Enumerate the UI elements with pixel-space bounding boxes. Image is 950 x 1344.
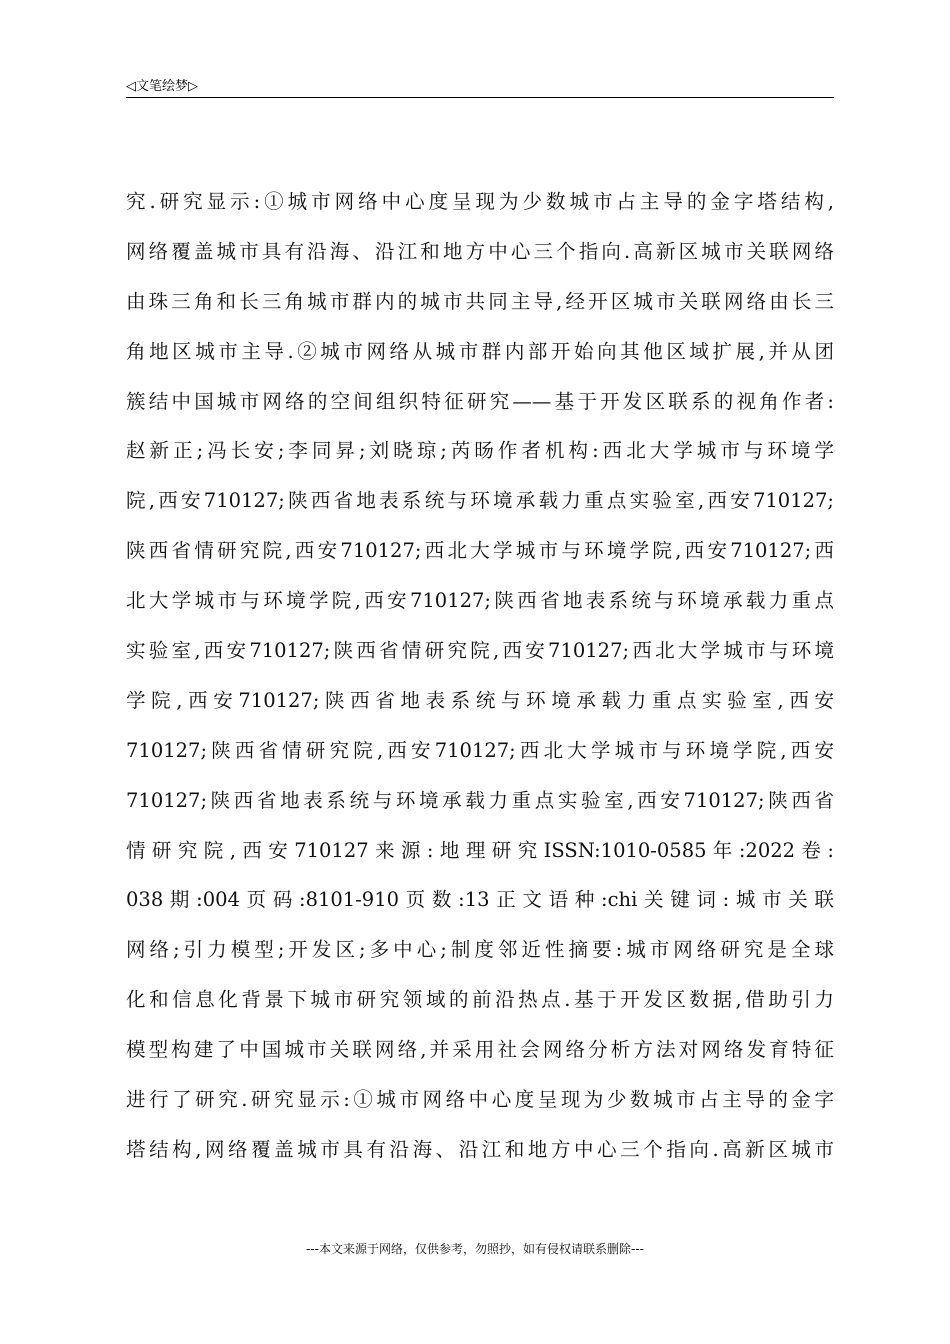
text-line: 由珠三角和长三角城市群内的城市共同主导,经开区城市关联网络由长三 — [126, 289, 834, 313]
text-line: 化和信息化背景下城市研究领域的前沿热点.基于开发区数据,借助引力 — [126, 988, 834, 1012]
text-line: 710127;陕西省情研究院,西安710127;西北大学城市与环境学院,西安 — [126, 738, 834, 762]
text-line: 院,西安710127;陕西省地表系统与环境承载力重点实验室,西安710127; — [126, 489, 834, 513]
text-line: 038期:004页码:8101-910页数:13正文语种:chi关键词:城市关联 — [126, 888, 834, 912]
text-line: 塔结构,网络覆盖城市具有沿海、沿江和地方中心三个指向.高新区城市 — [126, 1137, 834, 1161]
text-line: 簇结中国城市网络的空间组织特征研究——基于开发区联系的视角作者: — [126, 389, 834, 413]
text-line: 学院,西安710127;陕西省地表系统与环境承载力重点实验室,西安 — [126, 688, 834, 712]
body-text — [126, 177, 834, 1175]
text-line: 进行了研究.研究显示:①城市网络中心度呈现为少数城市占主导的金字 — [126, 1088, 834, 1112]
text-line: 赵新正;冯长安;李同昇;刘晓琼;芮旸作者机构:西北大学城市与环境学 — [126, 439, 834, 463]
text-line: 710127;陕西省地表系统与环境承载力重点实验室,西安710127;陕西省 — [126, 788, 834, 812]
text-line: 陕西省情研究院,西安710127;西北大学城市与环境学院,西安710127;西 — [126, 539, 834, 563]
text-line: 实验室,西安710127;陕西省情研究院,西安710127;西北大学城市与环境 — [126, 639, 834, 663]
text-line: 模型构建了中国城市关联网络,并采用社会网络分析方法对网络发育特征 — [126, 1038, 834, 1062]
text-line: 网络覆盖城市具有沿海、沿江和地方中心三个指向.高新区城市关联网络 — [126, 239, 834, 263]
text-line: 网络;引力模型;开发区;多中心;制度邻近性摘要:城市网络研究是全球 — [126, 938, 834, 962]
text-line: 情研究院,西安710127来源:地理研究ISSN:1010-0585年:2022卷: — [126, 838, 834, 862]
header-brand: ◁文笔绘梦▷ — [126, 79, 198, 94]
text-line: 究.研究显示:①城市网络中心度呈现为少数城市占主导的金字塔结构, — [126, 190, 834, 213]
text-line: 北大学城市与环境学院,西安710127;陕西省地表系统与环境承载力重点 — [126, 589, 834, 613]
footer-notice: ---本文来源于网络，仅供参考，勿照抄，如有侵权请联系删除--- — [306, 1242, 644, 1256]
text-line: 角地区城市主导.②城市网络从城市群内部开始向其他区域扩展,并从团 — [126, 339, 834, 363]
page-header — [126, 73, 834, 98]
